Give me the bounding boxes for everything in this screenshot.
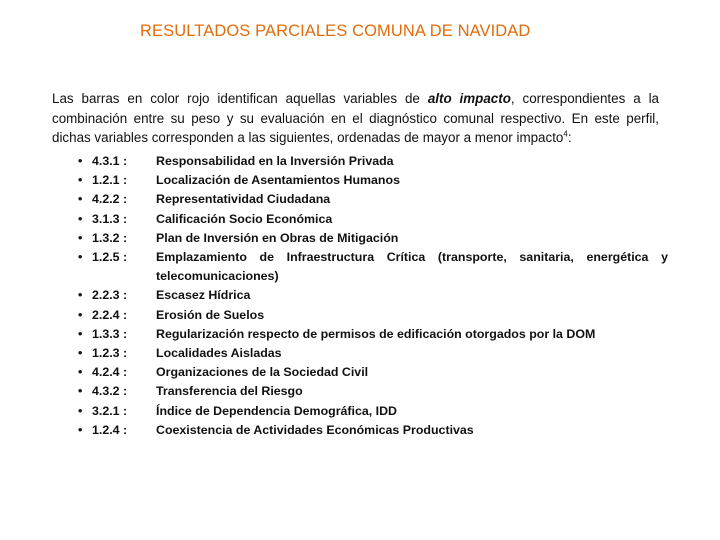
variable-code-text: 1.2.1 : bbox=[92, 173, 128, 188]
variable-label: Coexistencia de Actividades Económicas Productivas bbox=[156, 422, 474, 437]
list-item bbox=[78, 210, 668, 229]
bullet-icon: • bbox=[78, 154, 83, 168]
variable-code-text: 2.2.4 : bbox=[92, 307, 128, 322]
bullet-icon: • bbox=[78, 326, 83, 341]
variable-code-text: 3.1.3 : bbox=[92, 211, 128, 226]
list-item bbox=[78, 286, 668, 305]
variable-code-text: 2.2.3 : bbox=[92, 288, 128, 303]
variable-code-text: 4.2.4 : bbox=[92, 365, 128, 380]
bullet-icon: • bbox=[78, 403, 83, 418]
list-item bbox=[78, 229, 668, 248]
variable-code bbox=[78, 152, 156, 171]
bullet-icon: • bbox=[78, 230, 83, 245]
variable-code bbox=[78, 229, 156, 248]
intro-emphasis: alto impacto bbox=[427, 91, 511, 107]
variable-code bbox=[78, 382, 156, 401]
variable-code-text: 4.3.2 : bbox=[92, 384, 128, 399]
bullet-icon: • bbox=[78, 346, 83, 361]
bullet-icon: • bbox=[78, 365, 83, 380]
variable-label: Emplazamiento de Infraestructura Crítica (transporte, sanitaria, energética y telecomunicaciones) bbox=[156, 250, 668, 284]
list-item bbox=[78, 190, 668, 209]
variable-code-text: 1.2.5 : bbox=[92, 250, 128, 265]
variable-label: Localización de Asentamientos Humanos bbox=[156, 173, 400, 188]
variable-code bbox=[78, 286, 156, 305]
variable-code bbox=[78, 190, 156, 209]
variable-label: Localidades Aisladas bbox=[156, 346, 282, 361]
variable-code bbox=[78, 421, 156, 440]
variable-code-text: 1.3.3 : bbox=[92, 326, 128, 341]
variable-code-text: 1.3.2 : bbox=[92, 230, 128, 245]
variable-label: Responsabilidad en la Inversión Privada bbox=[156, 154, 394, 168]
bullet-icon: • bbox=[78, 192, 83, 207]
bullet-icon: • bbox=[78, 384, 83, 399]
variable-code-text: 4.2.2 : bbox=[92, 192, 128, 207]
variable-label: Plan de Inversión en Obras de Mitigación bbox=[156, 230, 399, 245]
variable-label: Erosión de Suelos bbox=[156, 307, 265, 322]
list-item bbox=[78, 421, 668, 440]
variable-label: Organizaciones de la Sociedad Civil bbox=[156, 365, 369, 380]
intro-paragraph bbox=[52, 89, 659, 148]
variable-list bbox=[78, 152, 668, 440]
page-title: RESULTADOS PARCIALES COMUNA DE NAVIDAD bbox=[140, 22, 531, 40]
variable-label: Transferencia del Riesgo bbox=[156, 384, 303, 399]
list-item bbox=[78, 382, 668, 401]
intro-text-3: : bbox=[567, 130, 572, 146]
intro-text-2: , correspondientes a la combinación entre su peso y su evaluación en el diagnóstico comunal respectivo. En este perfil, dichas variables corresponden a las siguientes, ordenadas de mayor a menor impacto bbox=[52, 91, 659, 146]
variable-code-text: 1.2.3 : bbox=[92, 346, 128, 361]
list-item bbox=[78, 171, 668, 190]
variable-label: Escasez Hídrica bbox=[156, 288, 251, 303]
bullet-icon: • bbox=[78, 307, 83, 322]
variable-label: Índice de Dependencia Demográfica, IDD bbox=[156, 403, 397, 418]
variable-label: Regularización respecto de permisos de edificación otorgados por la DOM bbox=[156, 326, 596, 341]
list-item bbox=[78, 402, 668, 421]
bullet-icon: • bbox=[78, 422, 83, 437]
variable-label: Calificación Socio Económica bbox=[156, 211, 333, 226]
variable-code bbox=[78, 248, 156, 267]
variable-code bbox=[78, 171, 156, 190]
list-item bbox=[78, 248, 668, 286]
variable-code bbox=[78, 210, 156, 229]
variable-code bbox=[78, 325, 156, 344]
list-item bbox=[78, 152, 668, 171]
bullet-icon: • bbox=[78, 173, 83, 188]
bullet-icon: • bbox=[78, 250, 83, 265]
variable-code-text: 1.2.4 : bbox=[92, 422, 128, 437]
variable-code bbox=[78, 344, 156, 363]
bullet-icon: • bbox=[78, 288, 83, 303]
variable-code bbox=[78, 402, 156, 421]
variable-code bbox=[78, 363, 156, 382]
bullet-icon: • bbox=[78, 211, 83, 226]
variable-code bbox=[78, 306, 156, 325]
footnote-reference: 4 bbox=[563, 129, 568, 139]
intro-text-1: Las barras en color rojo identifican aquellas variables de bbox=[52, 91, 428, 107]
variable-code-text: 4.3.1 : bbox=[92, 154, 128, 168]
list-item bbox=[78, 306, 668, 325]
variable-label: Representatividad Ciudadana bbox=[156, 192, 331, 207]
list-item bbox=[78, 363, 668, 382]
list-item bbox=[78, 325, 668, 344]
list-item bbox=[78, 344, 668, 363]
variable-code-text: 3.2.1 : bbox=[92, 403, 128, 418]
